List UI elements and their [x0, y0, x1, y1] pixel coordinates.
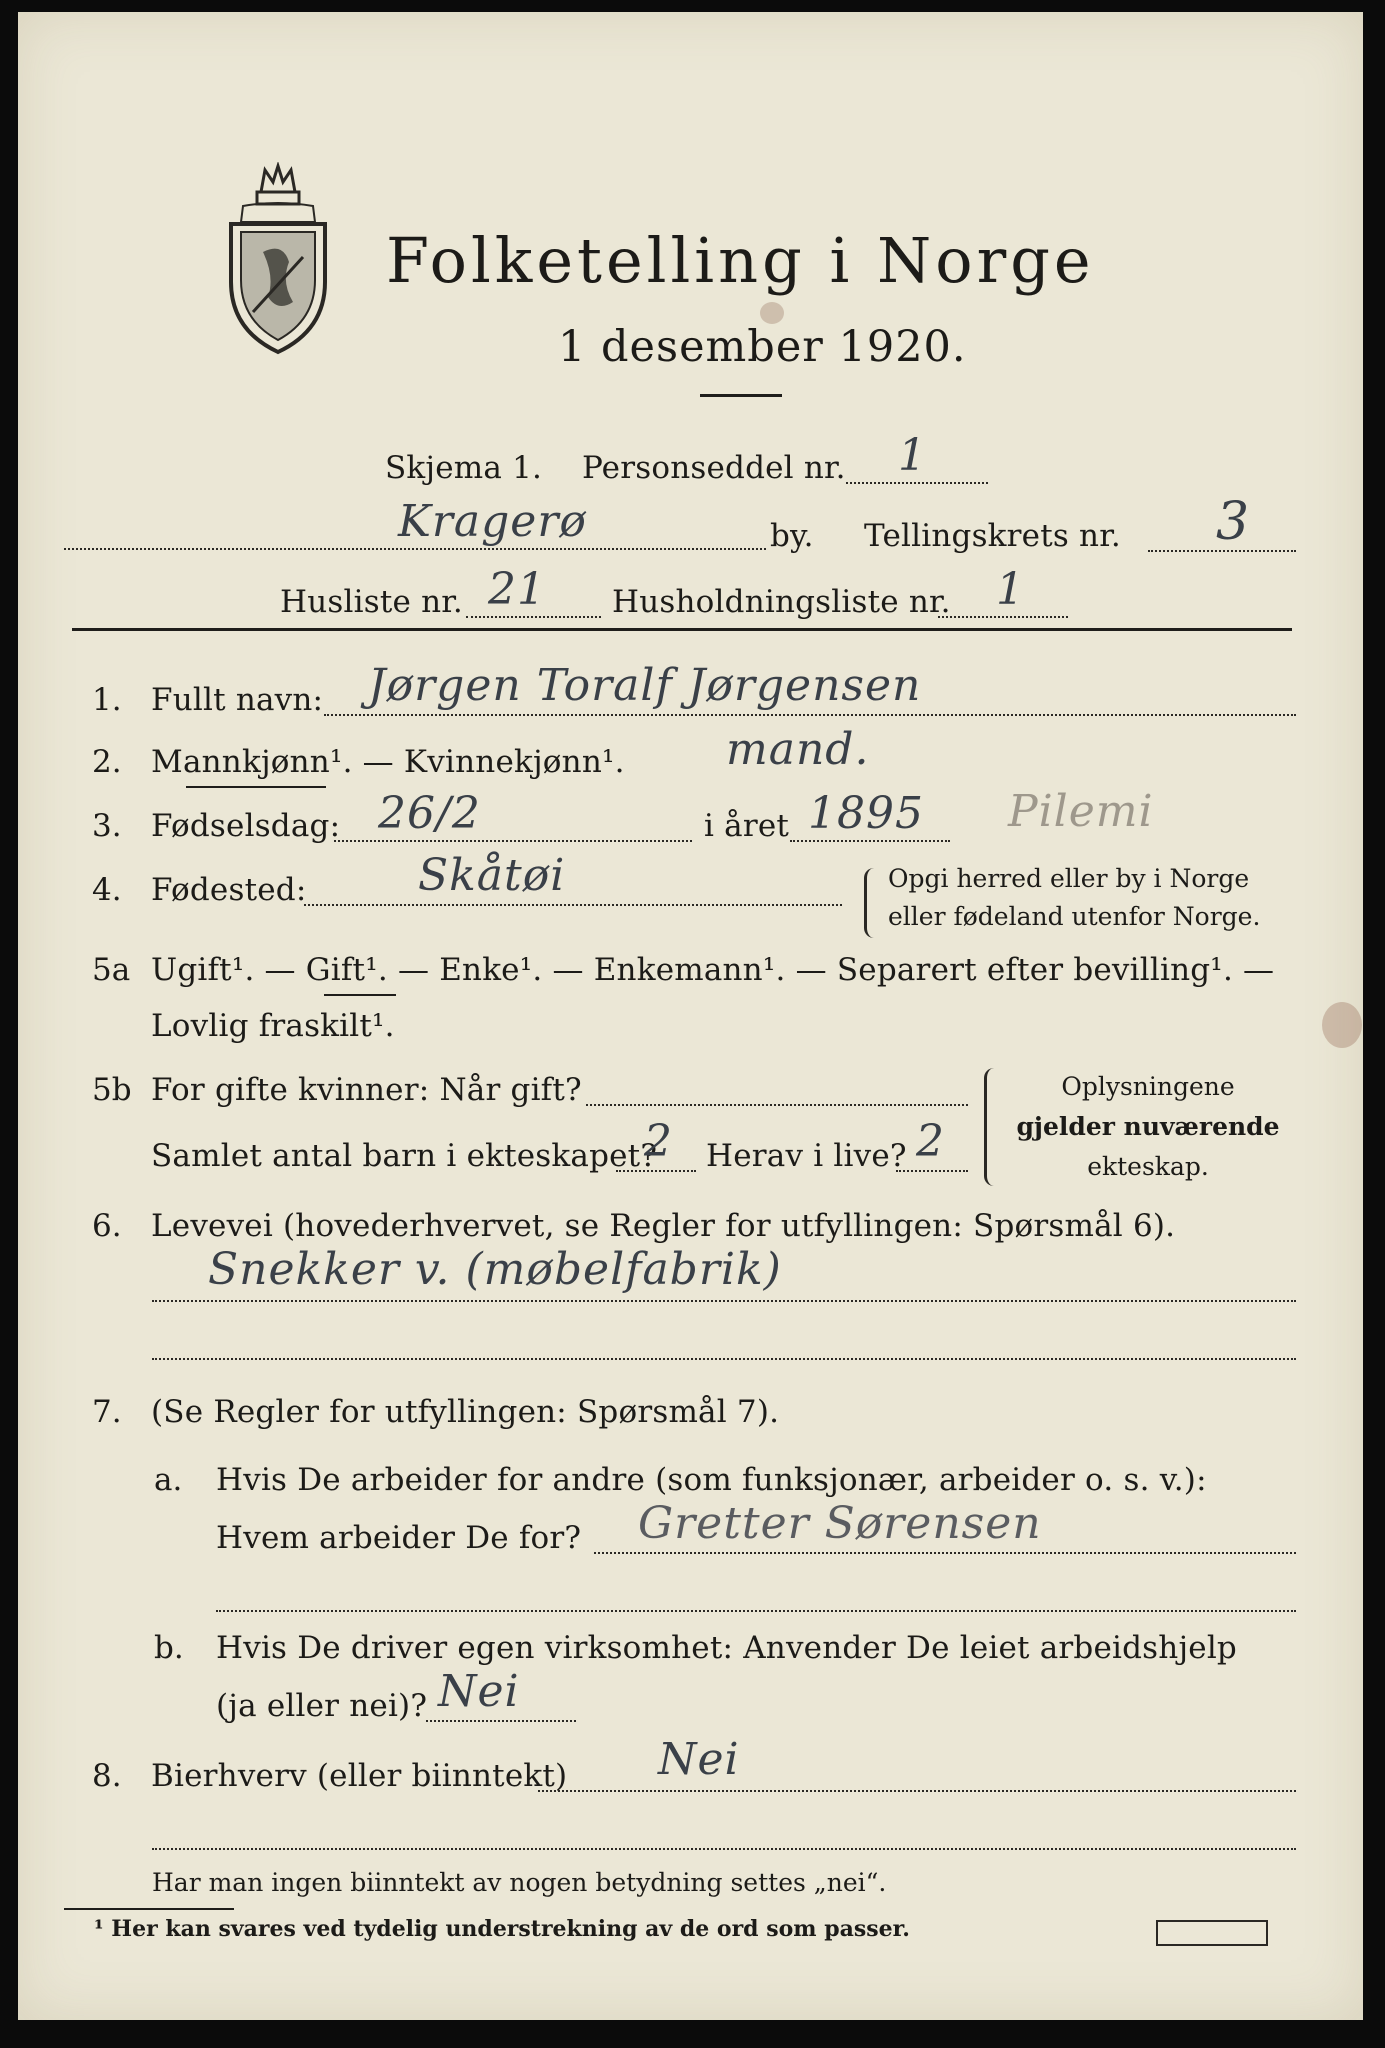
q5a-line1: Ugift¹. — Gift¹. — Enke¹. — Enkemann¹. — Separert efter bevilling¹. —	[151, 952, 1275, 988]
q5b-number: 5b	[92, 1072, 132, 1108]
q3-number: 3.	[92, 808, 122, 844]
q1-number: 1.	[92, 682, 122, 718]
margin-note: Pilemi	[1008, 786, 1154, 837]
q6-label: Levevei (hovederhvervet, se Regler for utfyllingen: Spørsmål 6).	[151, 1208, 1176, 1244]
personseddel-value[interactable]: 1	[898, 430, 927, 481]
q7b-letter: b.	[154, 1630, 184, 1666]
q5b-live-label: Herav i live?	[706, 1138, 907, 1174]
husholdningsliste-label: Husholdningsliste nr.	[612, 584, 951, 620]
hired-help-value[interactable]: Nei	[438, 1666, 520, 1717]
q7a-line1: Hvis De arbeider for andre (som funksjonær, arbeider o. s. v.):	[216, 1462, 1207, 1498]
mannkjonn-underline	[186, 786, 326, 788]
census-form	[18, 12, 1363, 2020]
tellingskrets-value[interactable]: 3	[1216, 492, 1251, 552]
q7-number: 7.	[92, 1394, 122, 1430]
husliste-label: Husliste nr.	[280, 584, 463, 620]
q5b-note-2: gjelder nuværende	[1016, 1112, 1280, 1141]
q5b-label1: For gifte kvinner: Når gift?	[151, 1072, 582, 1108]
q7a-letter: a.	[154, 1462, 183, 1498]
q7-label: (Se Regler for utfyllingen: Spørsmål 7).	[151, 1394, 780, 1430]
employer-value[interactable]: Gretter Sørensen	[638, 1498, 1042, 1549]
q7b-line1: Hvis De driver egen virksomhet: Anvender De leiet arbeidshjelp	[216, 1630, 1237, 1666]
by-label: by.	[770, 518, 814, 554]
children-total-value[interactable]: 2	[644, 1116, 673, 1167]
tellingskrets-label: Tellingskrets nr.	[864, 518, 1121, 554]
title-divider	[700, 394, 782, 397]
q5a-number: 5a	[92, 952, 131, 988]
full-name-value[interactable]: Jørgen Toralf Jørgensen	[368, 660, 922, 711]
schema-label: Skjema 1.	[385, 450, 543, 486]
printer-stamp	[1156, 1920, 1268, 1946]
q4-label: Fødested:	[151, 872, 307, 908]
q5b-label2: Samlet antal barn i ekteskapet?	[151, 1138, 658, 1174]
gender-value[interactable]: mand.	[726, 724, 870, 775]
q2-number: 2.	[92, 744, 122, 780]
footnote: ¹ Her kan svares ved tydelig understrekning av de ord som passer.	[94, 1916, 910, 1942]
q6-number: 6.	[92, 1208, 122, 1244]
q7b-line2: (ja eller nei)?	[216, 1688, 428, 1724]
q2-label: Mannkjønn¹. — Kvinnekjønn¹.	[151, 744, 625, 780]
q8-note: Har man ingen biinntekt av nogen betydning settes „nei“.	[152, 1868, 887, 1897]
birthplace-note-2: eller fødeland utenfor Norge.	[888, 902, 1261, 931]
q8-number: 8.	[92, 1758, 122, 1794]
q8-label: Bierhverv (eller biinntekt)	[151, 1758, 568, 1794]
side-income-value[interactable]: Nei	[658, 1734, 740, 1785]
coat-of-arms-icon	[223, 162, 333, 357]
header-rule	[72, 628, 1292, 631]
occupation-value[interactable]: Snekker v. (møbelfabrik)	[208, 1244, 782, 1295]
q3-label: Fødselsdag:	[151, 808, 341, 844]
birthplace-value[interactable]: Skåtøi	[418, 850, 566, 901]
birthdate-value[interactable]: 26/2	[378, 788, 481, 839]
q5b-note-1: Oplysningene	[1061, 1072, 1235, 1101]
q5b-note-3: ekteskap.	[1087, 1152, 1209, 1181]
personseddel-label: Personseddel nr.	[582, 450, 846, 486]
husholdningsliste-value[interactable]: 1	[996, 564, 1025, 615]
gift-underline	[324, 994, 396, 996]
city-value[interactable]: Kragerø	[398, 496, 587, 547]
q5a-line2: Lovlig fraskilt¹.	[151, 1008, 395, 1044]
q4-number: 4.	[92, 872, 122, 908]
birthplace-note-1: Opgi herred eller by i Norge	[888, 864, 1250, 893]
form-title: Folketelling i Norge	[386, 224, 1095, 297]
form-date: 1 desember 1920.	[558, 322, 967, 372]
children-alive-value[interactable]: 2	[916, 1116, 945, 1167]
birth-year-value[interactable]: 1895	[808, 788, 924, 839]
q7a-line2: Hvem arbeider De for?	[216, 1520, 582, 1556]
footnote-rule	[64, 1908, 234, 1910]
q1-label: Fullt navn:	[151, 682, 324, 718]
husliste-value[interactable]: 21	[488, 564, 546, 615]
year-label: i året	[704, 808, 790, 844]
